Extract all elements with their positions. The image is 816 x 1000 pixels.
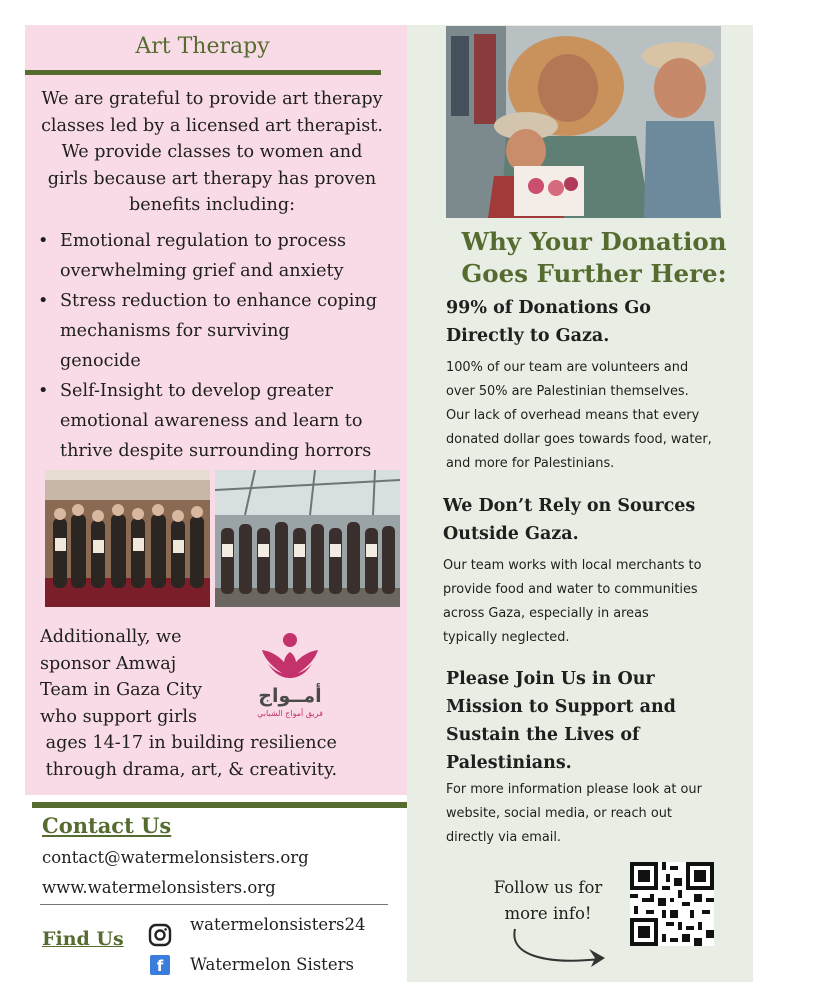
donation-title-line: Goes Further Here: xyxy=(461,259,727,288)
heading-line: Mission to Support and xyxy=(446,697,676,717)
group-photo-indoor xyxy=(45,470,210,607)
amwaj-line: through drama, art, & creativity. xyxy=(40,759,338,780)
amwaj-line: Team in Gaza City xyxy=(40,680,203,700)
contact-divider xyxy=(32,802,407,808)
curved-arrow-icon xyxy=(505,925,615,970)
benefit-item xyxy=(38,376,400,466)
body-line: 100% of our team are volunteers and xyxy=(446,360,689,375)
amwaj-line: who support girls xyxy=(40,706,198,727)
body-line: donated dollar goes towards food, water, xyxy=(446,432,712,447)
amwaj-logo-text: أمــواج xyxy=(258,685,322,707)
intro-line: We provide classes to women and xyxy=(61,142,363,162)
benefit-line: Stress reduction to enhance coping xyxy=(60,291,378,311)
body-line: typically neglected. xyxy=(443,630,570,645)
benefit-line: thrive despite surrounding horrors xyxy=(60,441,372,461)
amwaj-line: sponsor Amwaj xyxy=(40,653,177,674)
intro-line: girls because art therapy has proven xyxy=(47,168,377,189)
body-line: Our team works with local merchants to xyxy=(443,558,702,573)
section-heading-donations xyxy=(446,294,746,350)
benefit-line: Self-Insight to develop greater xyxy=(60,381,333,401)
body-line: across Gaza, especially in areas xyxy=(443,606,649,621)
amwaj-line: Additionally, we xyxy=(40,627,182,647)
intro-line: benefits including: xyxy=(128,195,296,215)
benefit-item xyxy=(38,226,400,286)
benefits-list xyxy=(38,226,400,466)
section-heading-sources xyxy=(443,492,743,548)
heading-line: Palestinians. xyxy=(446,753,572,773)
title-divider xyxy=(25,70,381,75)
bullet-icon: • xyxy=(38,381,49,401)
contact-title: Contact Us xyxy=(42,813,172,838)
benefit-line: emotional awareness and learn to xyxy=(60,411,363,431)
amwaj-logo xyxy=(240,630,340,720)
donation-title-line: Why Your Donation xyxy=(461,227,727,256)
amwaj-logo-subtext: فريق أمواج الشبابي xyxy=(257,709,323,718)
heading-line: 99% of Donations Go xyxy=(446,298,651,318)
heading-line: Sustain the Lives of xyxy=(446,725,640,745)
body-line: For more information please look at our xyxy=(446,782,702,797)
section-body-join xyxy=(446,778,756,850)
facebook-page-name[interactable]: Watermelon Sisters xyxy=(190,955,354,974)
benefit-line: overwhelming grief and anxiety xyxy=(60,261,344,281)
contact-email-link[interactable]: contact@watermelonsisters.org xyxy=(42,848,309,867)
heading-line: Directly to Gaza. xyxy=(446,326,610,346)
body-line: directly via email. xyxy=(446,830,562,845)
facebook-icon[interactable]: f xyxy=(150,955,170,975)
intro-line: We are grateful to provide art therapy xyxy=(41,89,383,109)
heading-line: Please Join Us in Our xyxy=(446,669,655,689)
donation-title xyxy=(424,226,764,290)
website-link[interactable]: www.watermelonsisters.org xyxy=(42,878,276,897)
body-line: Our lack of overhead means that every xyxy=(446,408,700,423)
body-line: over 50% are Palestinian themselves. xyxy=(446,384,689,399)
volunteer-children-photo xyxy=(446,26,721,218)
benefit-item xyxy=(38,286,400,376)
amwaj-line: ages 14-17 in building resilience xyxy=(40,733,337,753)
section-body-donations xyxy=(446,356,756,476)
art-therapy-intro xyxy=(28,86,396,219)
benefit-line: genocide xyxy=(60,351,141,371)
heading-line: We Don’t Rely on Sources xyxy=(443,496,696,516)
section-heading-join xyxy=(446,665,746,777)
section-body-sources xyxy=(443,554,753,650)
benefit-line: mechanisms for surviving xyxy=(60,321,290,341)
instagram-icon[interactable] xyxy=(148,923,172,947)
qr-code[interactable] xyxy=(630,862,714,946)
website-underline xyxy=(40,904,388,905)
body-line: website, social media, or reach out xyxy=(446,806,672,821)
bullet-icon: • xyxy=(38,231,49,251)
group-photo-greenhouse xyxy=(215,470,400,607)
bullet-icon: • xyxy=(38,291,49,311)
amwaj-description-cont xyxy=(40,730,380,783)
body-line: and more for Palestinians. xyxy=(446,456,615,471)
amwaj-description xyxy=(40,624,255,730)
benefit-line: Emotional regulation to process xyxy=(60,231,347,251)
follow-line: Follow us for xyxy=(493,878,603,897)
body-line: provide food and water to communities xyxy=(443,582,698,597)
follow-line: more info! xyxy=(504,904,592,923)
instagram-handle[interactable]: watermelonsisters24 xyxy=(190,915,366,934)
art-therapy-title: Art Therapy xyxy=(135,34,270,59)
follow-us-callout xyxy=(478,875,618,927)
heading-line: Outside Gaza. xyxy=(443,524,579,544)
intro-line: classes led by a licensed art therapist. xyxy=(41,115,383,136)
find-us-heading: Find Us xyxy=(42,928,124,950)
